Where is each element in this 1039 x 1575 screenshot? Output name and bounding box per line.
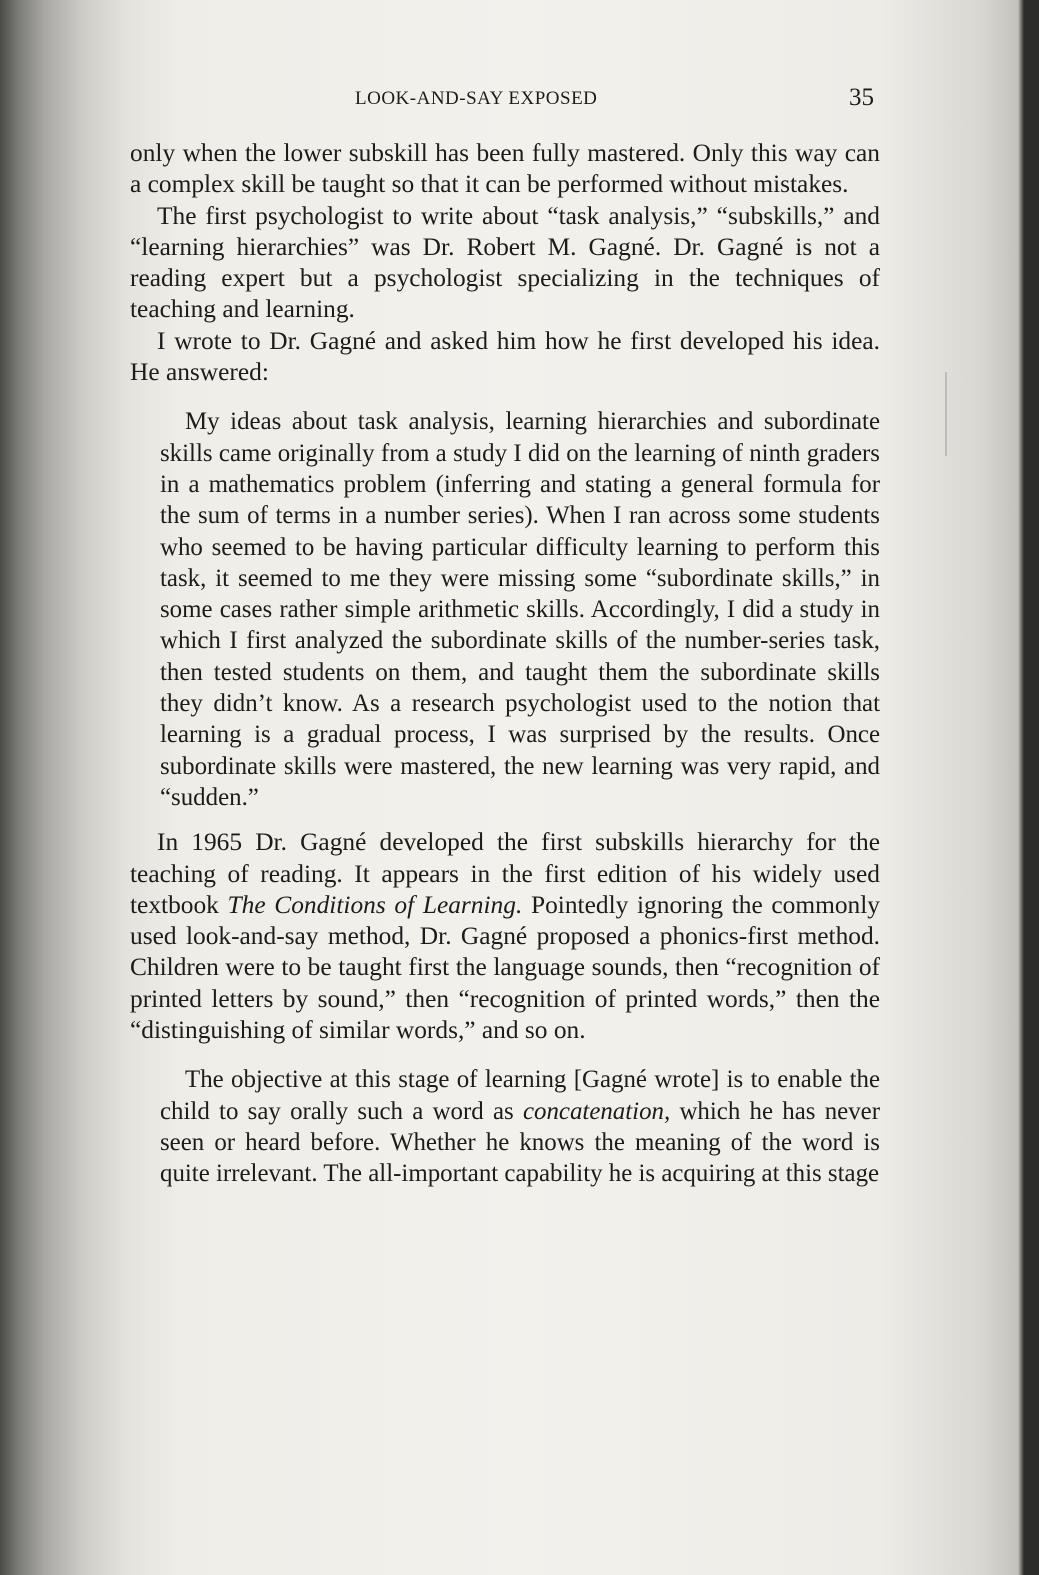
quote-text: My ideas about task analysis, learning hierarchies and subordinate skills came originally from a study I did on the learning of ninth graders in a mathematics problem (inferring and stating a general formula for the sum of terms in a number series). When I ran across some students who seemed to be having particular difficulty learning to perform this task, it seemed to me they were missing some “subordinate skills,” in some cases rather simple arithmetic skills. Accordingly, I did a study in which I first analyzed the subordinate skills of the number-series task, then tested students on them, and taught them the subordinate skills they didn’t know. As a research psychologist used to the notion that learning is a gradual process, I was surprised by the results. Once subordinate skills were mastered, the new learning was very rapid, and “sudden.”	[160, 408, 880, 811]
paragraph-gagne-intro: The first psychologist to write about “task analysis,” “subskills,” and “learning hierarchies” was Dr. Robert M. Gagné. Dr. Gagné is not a reading expert but a psychologist specializing in the techniques of teaching and learning.	[130, 201, 880, 324]
quote-text-part: The objective at this stage of learning [Gagné wrote] is to enable the child to say orally such a word as	[160, 1066, 880, 1125]
block-quote-gagne-letter	[160, 406, 880, 813]
paragraph-text: Pointedly ignoring the commonly used look-and-say method, Dr. Gagné proposed a phonics-first method. Children were to be taught first the language sounds, then “recognition of printed letters by sound,” then “recognition of printed words,” then the “distinguishing of similar words,” and so on.	[130, 890, 881, 1045]
quote-text	[160, 1064, 880, 1189]
quote-example-word: concatenation,	[522, 1097, 671, 1125]
body-text	[130, 138, 880, 1204]
paragraph-text: In 1965 Dr. Gagné developed the first subskills hierarchy for the teaching of reading. It appears in the first edition of his widely used textbook	[130, 828, 880, 919]
quote-text-part: which he has never seen or heard before. Whether he knows the meaning of the word is quite irrelevant. The all-important capability he is acquiring at this stage	[160, 1097, 880, 1188]
book-title: The Conditions of Learning.	[227, 890, 523, 919]
page-edge-mark	[945, 372, 947, 456]
page-number: 35	[849, 84, 874, 111]
running-header: LOOK-AND-SAY EXPOSED	[355, 88, 598, 109]
paragraph-hierarchy	[130, 827, 880, 1046]
block-quote-gagne-objective	[160, 1064, 880, 1189]
paragraph-continuation: only when the lower subskill has been fully mastered. Only this way can a complex skill be taught so that it can be performed without mistakes.	[130, 139, 880, 199]
paragraph-letter: I wrote to Dr. Gagné and asked him how he first developed his idea. He answered:	[130, 326, 880, 387]
